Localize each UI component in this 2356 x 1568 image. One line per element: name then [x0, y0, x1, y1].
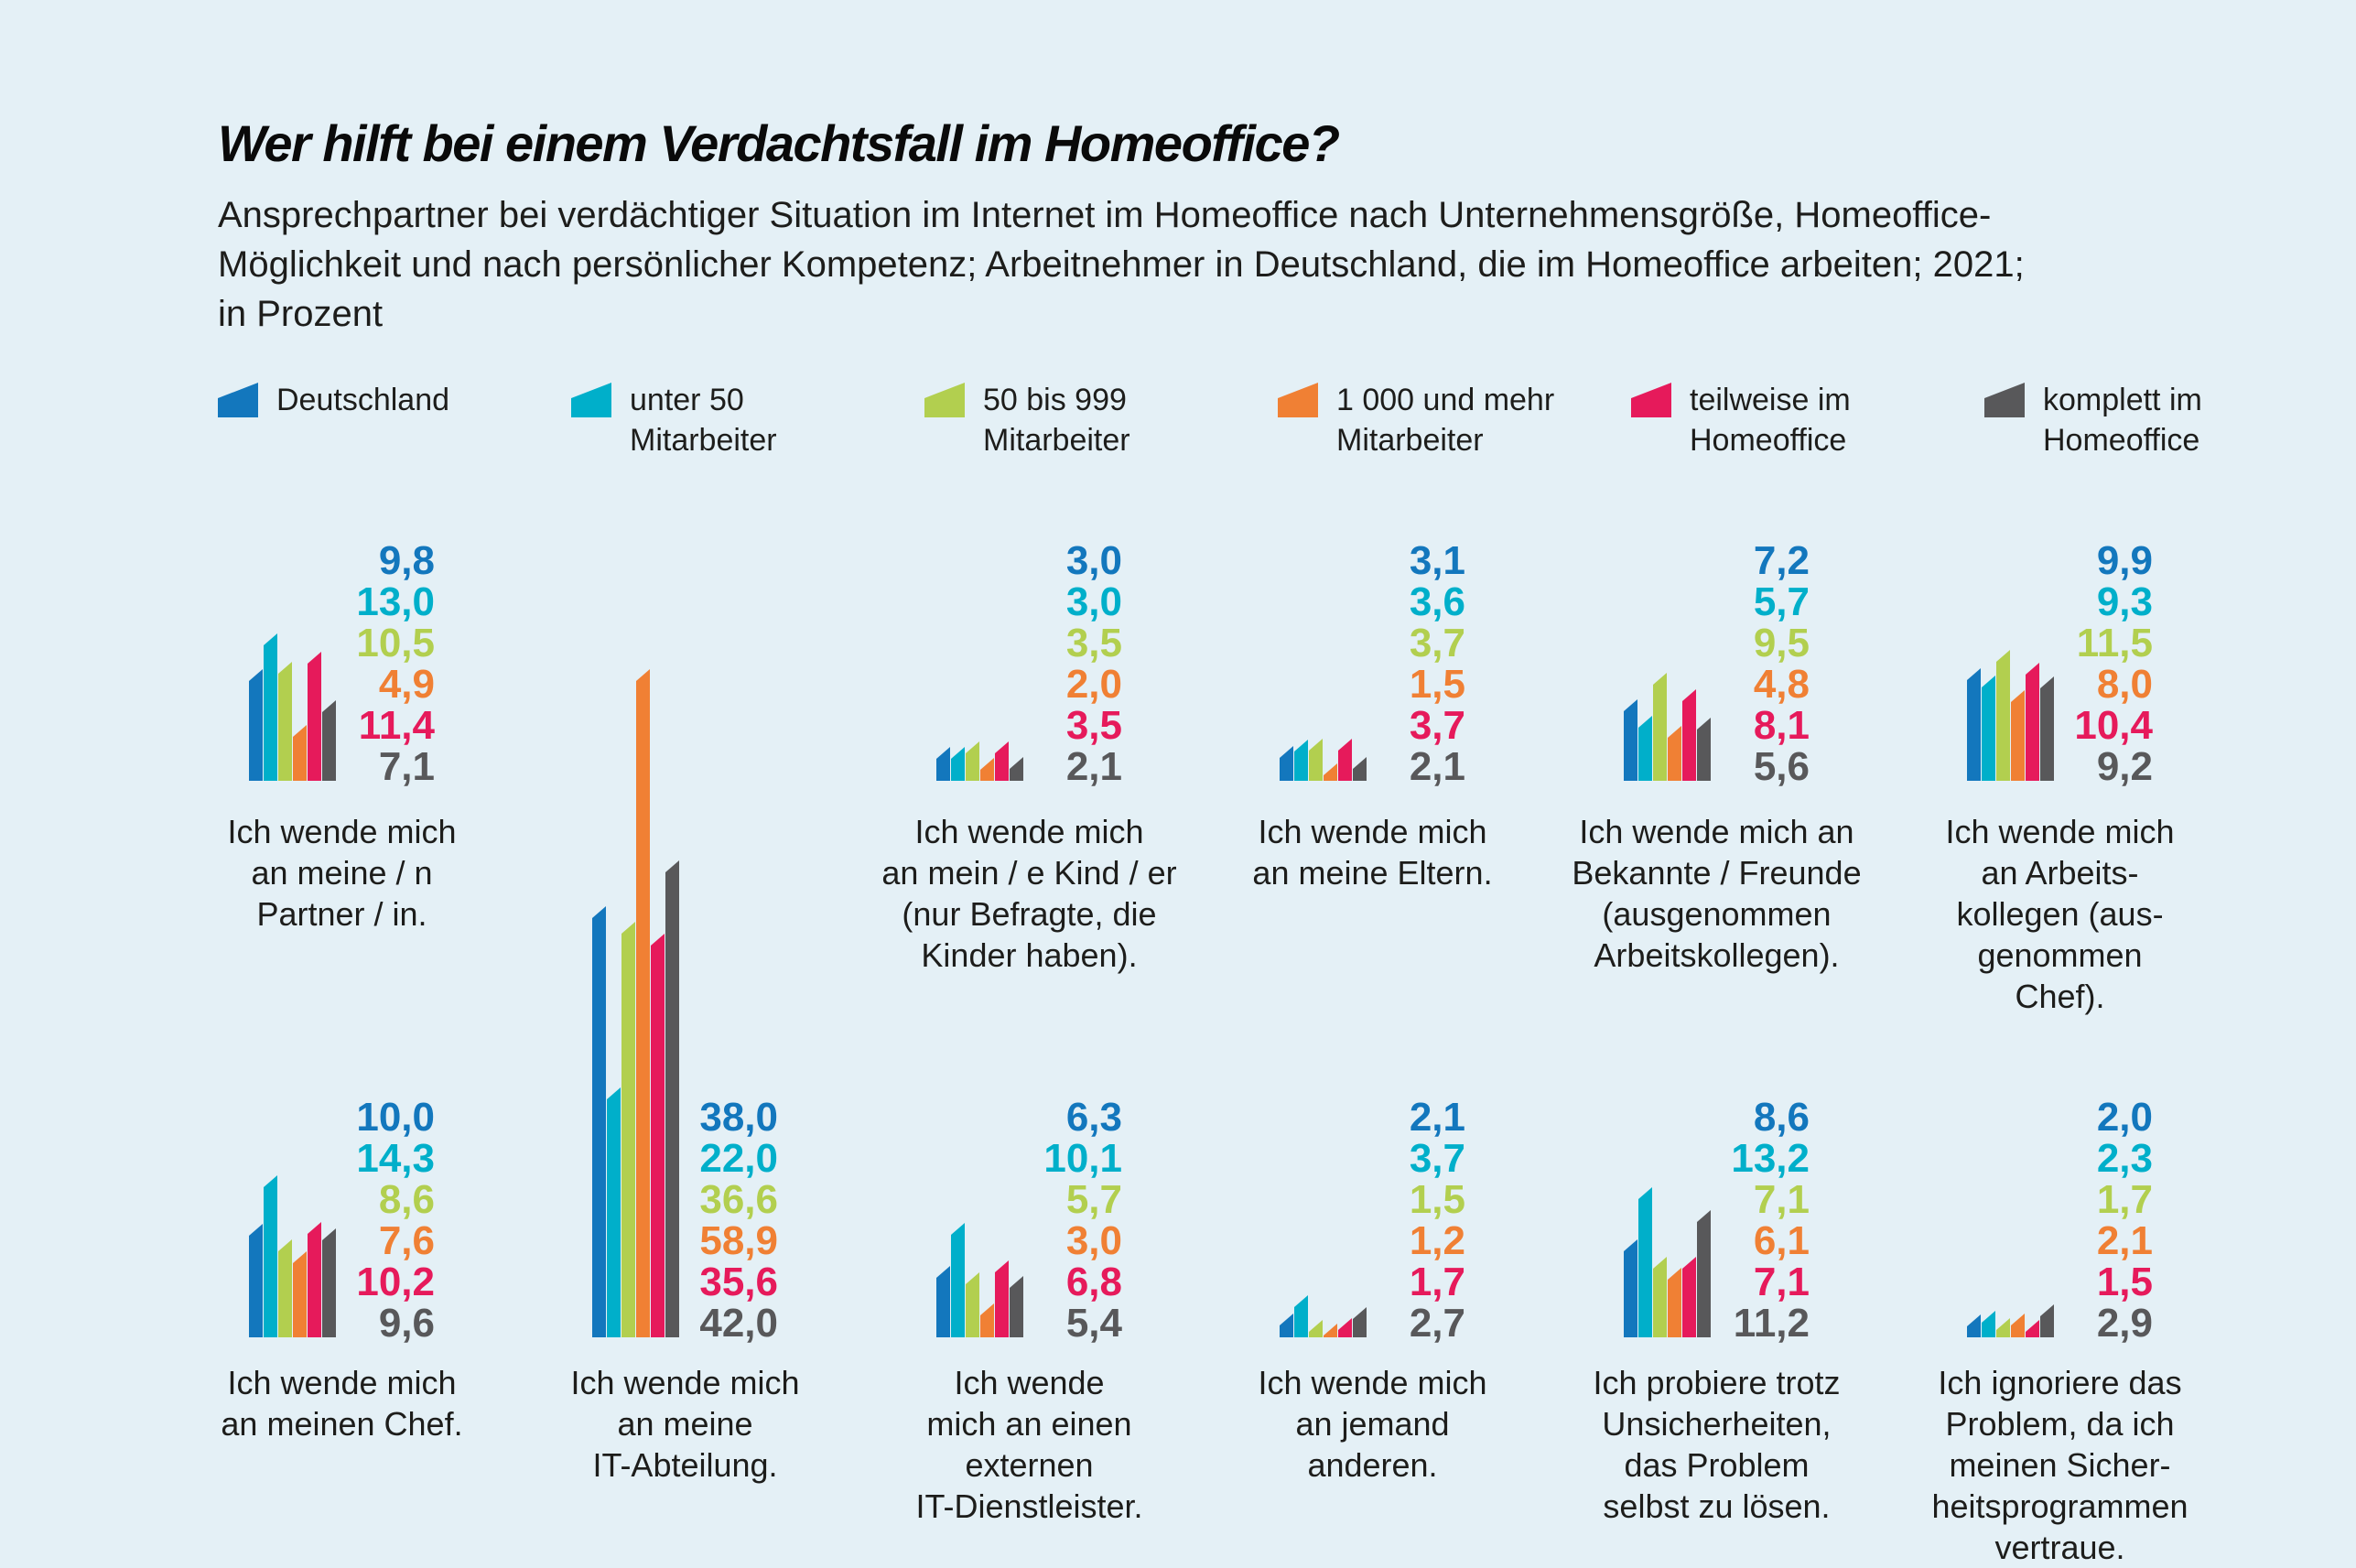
value-label: 9,3 — [2096, 579, 2153, 624]
bar-series-5 — [1682, 1257, 1696, 1337]
value-label: 14,3 — [356, 1136, 435, 1181]
value-label: 5,7 — [1065, 1177, 1122, 1222]
value-label: 9,9 — [2096, 538, 2153, 583]
bars — [1967, 1304, 2054, 1337]
bar-series-5 — [995, 741, 1009, 781]
bar-series-4 — [293, 725, 307, 781]
value-label: 11,4 — [358, 703, 435, 748]
value-label: 11,5 — [2076, 621, 2153, 665]
bar-series-1 — [249, 1224, 263, 1337]
group-label-line: IT-Dienstleister. — [915, 1487, 1143, 1525]
group-label-line: anderen. — [1307, 1446, 1438, 1484]
group-label-line: Arbeitskollegen). — [1594, 936, 1840, 974]
value-label: 9,6 — [378, 1301, 435, 1346]
bar-series-2 — [951, 1223, 965, 1337]
value-label: 2,0 — [1065, 662, 1122, 707]
group-label — [1545, 811, 1888, 976]
group-label-line: Ich wende mich — [227, 1364, 457, 1401]
subtitle-line: in Prozent — [218, 294, 384, 334]
bar-series-3 — [966, 1272, 979, 1337]
value-label: 9,2 — [2096, 744, 2153, 789]
legend-label-line: teilweise im — [1690, 383, 1851, 417]
value-labels — [1381, 1097, 1465, 1344]
bar-series-2 — [264, 1175, 277, 1337]
value-label: 1,2 — [1409, 1218, 1465, 1263]
bar-series-3 — [966, 741, 979, 781]
bar-series-6 — [1353, 1307, 1367, 1337]
value-label: 6,8 — [1065, 1260, 1122, 1304]
value-label: 3,7 — [1409, 1136, 1465, 1181]
legend-label-line: Deutschland — [276, 383, 450, 417]
value-label: 3,0 — [1065, 538, 1122, 583]
value-label: 13,2 — [1731, 1136, 1810, 1181]
group-label-line: Ich wende mich — [227, 813, 457, 850]
group-label-line: Kinder haben). — [921, 936, 1138, 974]
value-label: 10,1 — [1043, 1136, 1122, 1181]
legend-label-line: 1 000 und mehr — [1336, 383, 1555, 417]
bar-series-3 — [1653, 673, 1667, 781]
bar-group-11 — [1888, 1095, 2232, 1346]
bar-series-4 — [1324, 1324, 1337, 1337]
value-label: 7,1 — [378, 744, 435, 789]
bar-series-1 — [249, 669, 263, 781]
group-label-line: Ich wende mich — [914, 813, 1144, 850]
bar-series-1 — [1624, 699, 1637, 781]
bar-series-5 — [308, 1222, 321, 1337]
bar-series-6 — [2040, 676, 2054, 781]
legend-label-line: unter 50 — [630, 383, 744, 417]
subtitle-line: Ansprechpartner bei verdächtiger Situation im Internet im Homeoffice nach Unternehmensgröße, Homeoffice- — [218, 195, 1992, 235]
value-label: 5,6 — [1753, 744, 1810, 789]
bar-group-8 — [858, 1095, 1201, 1346]
bar-series-1 — [936, 747, 950, 781]
value-label: 2,1 — [1065, 744, 1122, 789]
bar-series-2 — [1638, 716, 1652, 781]
value-label: 2,7 — [1409, 1301, 1465, 1346]
value-label: 13,0 — [356, 579, 435, 624]
bar-series-2 — [1294, 740, 1308, 781]
bar-series-4 — [293, 1251, 307, 1337]
group-label — [858, 1362, 1201, 1527]
subtitle-line: Möglichkeit und nach persönlicher Kompetenz; Arbeitnehmer in Deutschland, die im Homeoffice arbeiten; 2021; — [218, 244, 2025, 285]
value-label: 10,5 — [356, 621, 435, 665]
value-label: 3,5 — [1065, 621, 1122, 665]
group-label-line: Ich wende mich — [570, 1364, 800, 1401]
bar-series-3 — [621, 922, 635, 1337]
group-label-line: externen — [965, 1446, 1094, 1484]
bar-series-1 — [1624, 1239, 1637, 1337]
group-label-line: meinen Sicher- — [1949, 1446, 2171, 1484]
group-label-line: an meine — [617, 1405, 753, 1443]
group-label-line: Ich wende mich — [1258, 1364, 1487, 1401]
bar-series-2 — [1982, 1311, 1995, 1337]
group-label — [170, 811, 513, 935]
value-label: 8,0 — [2096, 662, 2153, 707]
group-label — [1888, 1362, 2232, 1568]
value-label: 10,2 — [356, 1260, 435, 1304]
legend-label-line: komplett im — [2043, 383, 2202, 417]
value-label: 3,6 — [1409, 579, 1465, 624]
group-label — [170, 1362, 513, 1444]
group-label-line: Ich wende mich — [1258, 813, 1487, 850]
bar-group-4 — [1545, 538, 1888, 789]
legend-label-line: Mitarbeiter — [983, 423, 1130, 458]
legend-label-line: Homeoffice — [1690, 423, 1847, 458]
bar-series-4 — [1668, 726, 1681, 781]
bar-group-9 — [1201, 1095, 1544, 1346]
legend-label-line: 50 bis 999 — [983, 383, 1127, 417]
bar-series-5 — [995, 1260, 1009, 1337]
group-label-line: Ich wende — [954, 1364, 1105, 1401]
bar-series-6 — [1697, 718, 1711, 781]
bar-group-3 — [1201, 538, 1544, 789]
group-label-line: Ich probiere trotz — [1593, 1364, 1841, 1401]
bar-series-4 — [980, 758, 994, 781]
bars — [936, 1223, 1023, 1337]
value-labels — [1038, 1097, 1122, 1344]
bar-series-5 — [651, 934, 665, 1337]
bar-series-4 — [1324, 763, 1337, 781]
group-label-line: IT-Abteilung. — [592, 1446, 778, 1484]
legend-label-line: Homeoffice — [2043, 423, 2200, 458]
bar-series-3 — [278, 662, 292, 781]
value-label: 3,0 — [1065, 579, 1122, 624]
value-label: 5,7 — [1753, 579, 1810, 624]
value-label: 10,0 — [356, 1095, 435, 1140]
bars — [1624, 1187, 1711, 1337]
bar-group-10 — [1545, 1095, 1888, 1346]
bar-series-6 — [322, 1228, 336, 1337]
value-labels — [1725, 1097, 1810, 1344]
group-label-line: Problem, da ich — [1945, 1405, 2175, 1443]
bar-group-2 — [858, 538, 1201, 789]
group-label — [1201, 811, 1544, 893]
value-label: 6,3 — [1065, 1095, 1122, 1140]
value-label: 2,1 — [2096, 1218, 2153, 1263]
group-label-line: Ich wende mich — [1945, 813, 2175, 850]
value-label: 2,9 — [2096, 1301, 2153, 1346]
value-label: 9,5 — [1753, 621, 1810, 665]
value-label: 6,1 — [1753, 1218, 1810, 1263]
group-label — [1201, 1362, 1544, 1486]
bars — [249, 1175, 336, 1337]
group-label-line: Ich wende mich an — [1579, 813, 1854, 850]
bar-series-1 — [1280, 1314, 1293, 1337]
group-label-line: kollegen (aus- — [1956, 895, 2164, 933]
value-label: 4,9 — [378, 662, 435, 707]
bar-series-2 — [951, 747, 965, 781]
group-label-line: das Problem — [1624, 1446, 1810, 1484]
value-label: 35,6 — [699, 1260, 778, 1304]
bar-series-4 — [1668, 1268, 1681, 1337]
group-label-line: an Arbeits- — [1981, 854, 2139, 892]
bar-series-5 — [2026, 663, 2039, 781]
bar-series-2 — [607, 1087, 621, 1337]
legend-label-line: Mitarbeiter — [1336, 423, 1484, 458]
value-label: 11,2 — [1733, 1301, 1810, 1346]
value-label: 2,1 — [1409, 744, 1465, 789]
bar-series-3 — [1653, 1257, 1667, 1337]
bar-series-1 — [1967, 1314, 1981, 1337]
value-label: 1,5 — [1409, 662, 1465, 707]
bar-series-2 — [1294, 1295, 1308, 1337]
value-label: 3,7 — [1409, 703, 1465, 748]
bar-series-5 — [308, 652, 321, 781]
bars — [1624, 673, 1711, 781]
group-label-line: an meinen Chef. — [221, 1405, 463, 1443]
value-label: 22,0 — [699, 1136, 778, 1181]
bar-series-1 — [1967, 668, 1981, 781]
bar-series-3 — [278, 1239, 292, 1337]
bar-series-1 — [592, 906, 606, 1337]
group-label-line: an jemand — [1295, 1405, 1450, 1443]
value-labels — [2069, 1097, 2153, 1344]
bar-series-3 — [1996, 1318, 2010, 1337]
bar-series-3 — [1996, 650, 2010, 781]
bar-series-6 — [1010, 1276, 1023, 1337]
value-label: 3,7 — [1409, 621, 1465, 665]
value-label: 1,5 — [1409, 1177, 1465, 1222]
group-label-line: genommen — [1977, 936, 2143, 974]
value-label: 7,2 — [1753, 538, 1810, 583]
bar-series-2 — [1982, 676, 1995, 781]
group-label-line: an mein / e Kind / er — [881, 854, 1177, 892]
value-labels — [351, 1097, 435, 1344]
group-label-line: Unsicherheiten, — [1602, 1405, 1832, 1443]
group-label-line: Ich ignoriere das — [1938, 1364, 2182, 1401]
value-label: 58,9 — [699, 1218, 778, 1263]
value-labels — [1725, 540, 1810, 787]
value-label: 2,0 — [2096, 1095, 2153, 1140]
group-label-line: Chef). — [2015, 978, 2105, 1015]
value-label: 2,3 — [2096, 1136, 2153, 1181]
value-label: 38,0 — [699, 1095, 778, 1140]
value-label: 3,5 — [1065, 703, 1122, 748]
value-label: 5,4 — [1065, 1301, 1122, 1346]
group-label-line: selbst zu lösen. — [1603, 1487, 1831, 1525]
value-label: 42,0 — [699, 1301, 778, 1346]
value-label: 36,6 — [699, 1177, 778, 1222]
bar-series-6 — [1697, 1210, 1711, 1337]
value-label: 7,1 — [1753, 1260, 1810, 1304]
value-label: 3,0 — [1065, 1218, 1122, 1263]
value-label: 1,5 — [2096, 1260, 2153, 1304]
bars — [1280, 739, 1367, 781]
bar-series-2 — [264, 633, 277, 781]
group-label — [513, 1362, 857, 1486]
value-label: 10,4 — [2074, 703, 2153, 748]
group-label-line: mich an einen — [926, 1405, 1132, 1443]
value-labels — [351, 540, 435, 787]
bar-series-1 — [936, 1266, 950, 1337]
value-label: 2,1 — [1409, 1095, 1465, 1140]
bar-series-3 — [1309, 1320, 1323, 1337]
value-label: 4,8 — [1753, 662, 1810, 707]
group-label-line: (nur Befragte, die — [902, 895, 1157, 933]
bar-series-4 — [980, 1303, 994, 1337]
group-label — [1888, 811, 2232, 1017]
bar-group-1 — [170, 538, 513, 789]
bar-series-3 — [1309, 739, 1323, 781]
value-label: 1,7 — [2096, 1177, 2153, 1222]
bar-series-2 — [1638, 1187, 1652, 1337]
bars — [1280, 1295, 1367, 1337]
value-labels — [2069, 540, 2153, 787]
value-label: 8,6 — [1753, 1095, 1810, 1140]
group-label — [1545, 1362, 1888, 1527]
bar-series-6 — [1353, 757, 1367, 781]
group-label-line: Bekannte / Freunde — [1572, 854, 1862, 892]
bars — [936, 741, 1023, 781]
bar-series-5 — [1682, 689, 1696, 781]
bar-series-6 — [322, 700, 336, 781]
group-label-line: an meine / n — [251, 854, 433, 892]
legend-label-line: Mitarbeiter — [630, 423, 777, 458]
value-label: 9,8 — [378, 538, 435, 583]
bars — [249, 633, 336, 781]
bar-series-6 — [2040, 1304, 2054, 1337]
value-label: 7,6 — [378, 1218, 435, 1263]
bar-series-6 — [665, 860, 679, 1337]
bar-series-5 — [1338, 1318, 1352, 1337]
bars — [1967, 650, 2054, 781]
value-label: 8,1 — [1753, 703, 1810, 748]
group-label — [858, 811, 1201, 976]
bar-series-4 — [2011, 690, 2025, 781]
bar-group-5 — [1888, 538, 2232, 789]
bar-series-6 — [1010, 757, 1023, 781]
group-label-line: Partner / in. — [256, 895, 427, 933]
value-labels — [694, 1097, 778, 1344]
bar-series-4 — [636, 669, 650, 1337]
bar-series-1 — [1280, 746, 1293, 781]
bar-group-7 — [513, 669, 857, 1346]
bar-series-5 — [1338, 739, 1352, 781]
group-label-line: vertraue. — [1994, 1529, 2125, 1566]
bars — [592, 669, 679, 1337]
bar-series-5 — [2026, 1320, 2039, 1337]
value-label: 3,1 — [1409, 538, 1465, 583]
group-label-line: heitsprogrammen — [1931, 1487, 2188, 1525]
value-labels — [1381, 540, 1465, 787]
chart-title: Wer hilft bei einem Verdachtsfall im Homeoffice? — [218, 114, 1339, 172]
group-label-line: an meine Eltern. — [1252, 854, 1493, 892]
value-label: 8,6 — [378, 1177, 435, 1222]
value-label: 7,1 — [1753, 1177, 1810, 1222]
group-label-line: (ausgenommen — [1602, 895, 1832, 933]
value-labels — [1038, 540, 1122, 787]
bar-group-6 — [170, 1095, 513, 1346]
bar-series-4 — [2011, 1314, 2025, 1337]
value-label: 1,7 — [1409, 1260, 1465, 1304]
